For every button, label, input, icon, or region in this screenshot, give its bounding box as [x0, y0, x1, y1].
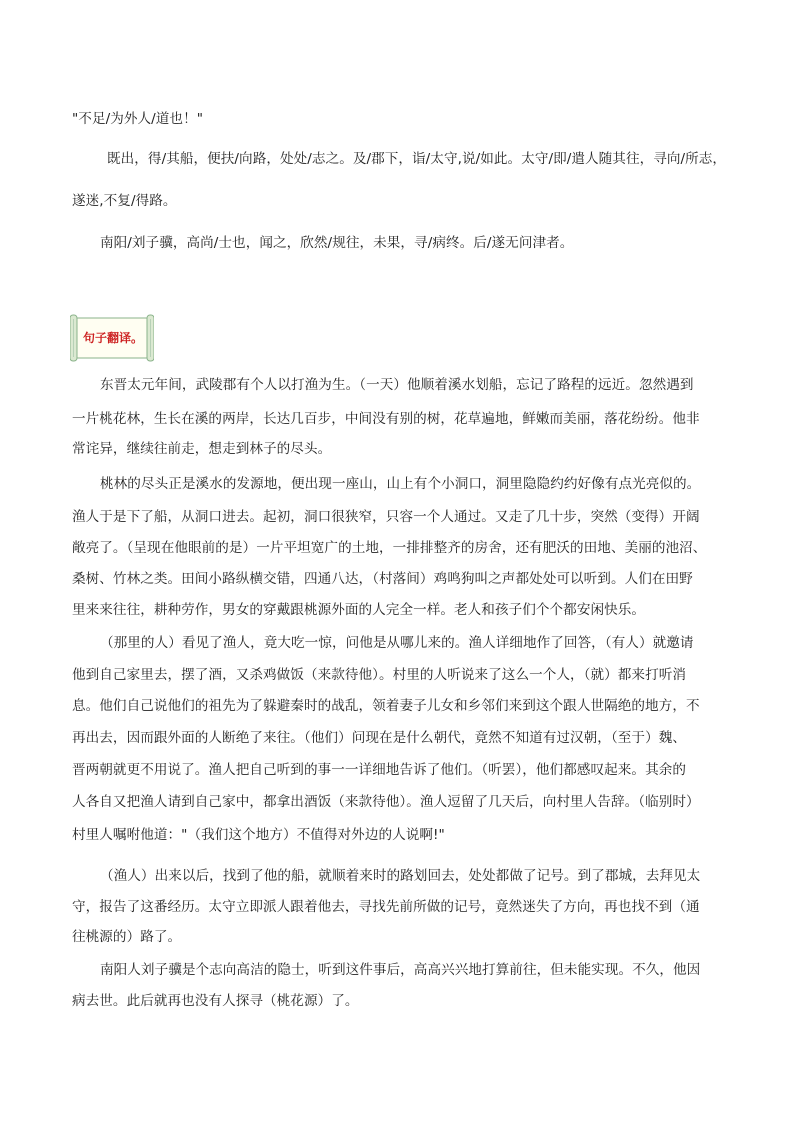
text-line: 桃林的尽头正是溪水的发源地，便出现一座山，山上有个小洞口，洞里隐隐约约好像有点光亮似的。	[100, 476, 701, 492]
text-line: 再出去，因而跟外面的人断绝了来往。（他们）问现在是什么朝代，竟然不知道有过汉朝，（至于）魏、	[72, 730, 687, 746]
text-line: 他到自己家里去，摆了酒，又杀鸡做饭（来款待他）。村里的人听说来了这么一个人，（就）都来打听消	[72, 667, 687, 683]
text-line: 晋两朝就更不用说了。渔人把自己听到的事一一详细地告诉了他们。（听罢），他们都感叹起来。其余的	[72, 762, 687, 778]
text-line: 南阳/刘子骥，高尚/士也，闻之，欣然/规往，未果，寻/病终。后/遂无问津者。	[100, 235, 574, 251]
text-line: 一片桃花林，生长在溪的两岸，长达几百步，中间没有别的树，花草遍地，鲜嫩而美丽，落花纷纷。他非	[72, 411, 700, 427]
text-line: 渔人于是下了船，从洞口进去。起初，洞口很狭窄，只容一个人通过。又走了几十步，突然（变得）开阔	[72, 509, 700, 525]
text-line: 常诧异，继续往前走，想走到林子的尽头。	[72, 441, 332, 457]
section-label-box	[70, 314, 154, 362]
text-line: 桑树、竹林之类。田间小路纵横交错，四通八达，（村落间）鸡鸣狗叫之声都处处可以听到。人们在田野	[72, 571, 693, 587]
text-line: 病去世。此后就再也没有人探寻（桃花源）了。	[72, 993, 359, 1009]
text-line: 南阳人刘子骥是个志向高洁的隐士，听到这件事后，高高兴兴地打算前往，但未能实现。不久，他因	[100, 962, 701, 978]
text-line: （渔人）出来以后，找到了他的船，就顺着来时的路划回去，处处都做了记号。到了郡城，去拜见太	[100, 868, 701, 884]
section-label-text: 句子翻译。	[82, 331, 143, 345]
text-line: "不足/为外人/道也！"	[72, 111, 204, 127]
text-line: 人各自又把渔人请到自己家中，都拿出酒饭（来款待他）。渔人逗留了几天后，向村里人告辞。（临别时）	[72, 794, 700, 810]
text-line: 村里人嘱咐他道："（我们这个地方）不值得对外边的人说啊!"	[72, 827, 445, 843]
text-line: 东晋太元年间，武陵郡有个人以打渔为生。（一天）他顺着溪水划船，忘记了路程的远近。忽然遇到	[100, 377, 694, 393]
text-line: 遂迷,不复/得路。	[72, 193, 177, 209]
text-line: （那里的人）看见了渔人，竟大吃一惊，问他是从哪儿来的。渔人详细地作了回答，（有人）就邀请	[100, 635, 694, 651]
text-line: 往桃源的）路了。	[72, 929, 182, 945]
text-line: 里来来往往，耕种劳作，男女的穿戴跟桃源外面的人完全一样。老人和孩子们个个都安闲快乐。	[72, 602, 646, 618]
text-line: 敞亮了。（呈现在他眼前的是）一片平坦宽广的土地，一排排整齐的房舍，还有肥沃的田地、美丽的池沼、	[72, 540, 707, 556]
text-line: 既出，得/其船，便扶/向路，处处/志之。及/郡下，诣/太守,说/如此。太守/即/遣人随其往，寻向/所志，	[107, 151, 727, 167]
text-line: 息。他们自己说他们的祖先为了躲避秦时的战乱，领着妻子儿女和乡邻们来到这个跟人世隔绝的地方，不	[72, 698, 700, 714]
text-line: 守，报告了这番经历。太守立即派人跟着他去，寻找先前所做的记号，竟然迷失了方向，再也找不到（通	[72, 899, 700, 915]
